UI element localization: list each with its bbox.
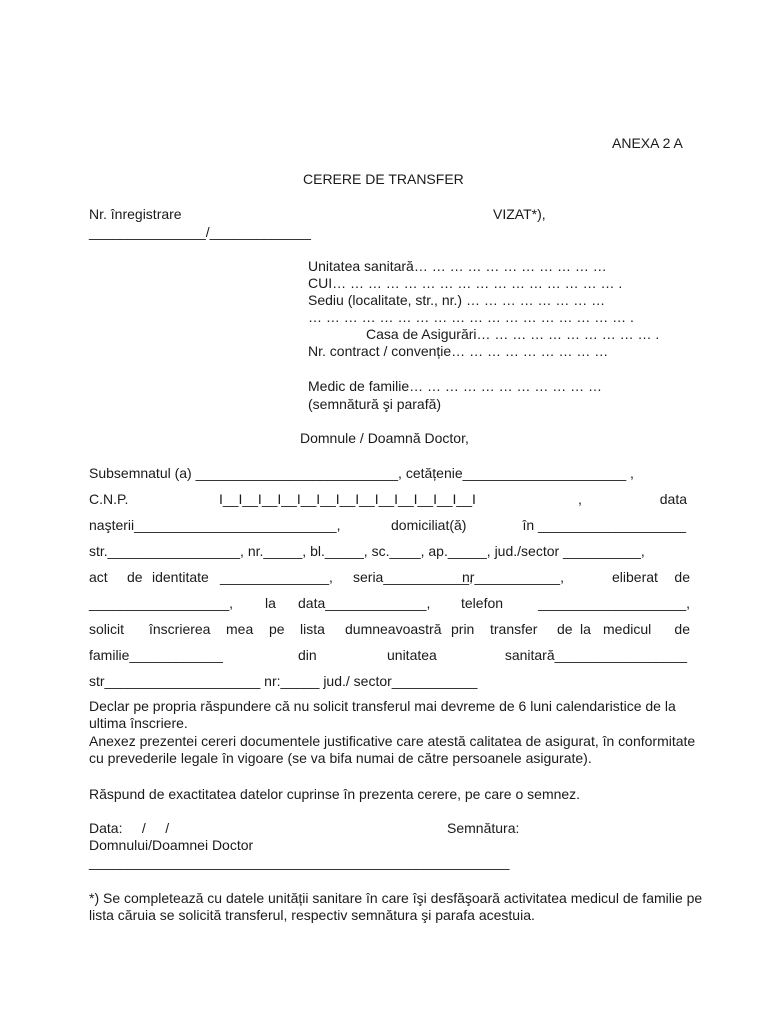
issue-date-blank: data_____________, xyxy=(298,595,431,611)
unit-name-field: Unitatea sanitară… … … … … … … … … … … xyxy=(308,258,607,274)
word: de xyxy=(674,621,690,637)
contract-number-field: Nr. contract / convenție… … … … … … … … … xyxy=(308,343,609,359)
registration-blank: _______________/_____________ xyxy=(89,224,311,240)
declaration-paragraph-1: Declar pe propria răspundere că nu solicit transferul mai devreme de 6 luni calendaristice de la ultima înscriere. xyxy=(89,698,676,731)
doctor-address-label: Domnului/Doamnei Doctor xyxy=(89,837,254,853)
word: înscrierea xyxy=(149,621,211,637)
word: eliberat xyxy=(612,569,658,585)
address-text: str._________________, nr._____, bl._____, sc.____, ap._____, jud./sector __________, xyxy=(89,543,645,559)
family-doctor-field: Medic de familie… … … … … … … … … … … xyxy=(308,378,603,394)
word: mea xyxy=(226,621,254,637)
date-field: Data: / / xyxy=(89,820,170,836)
word: de xyxy=(557,621,573,637)
vizat-label: VIZAT*), xyxy=(493,206,546,222)
form-row-birth xyxy=(89,516,690,534)
word: de xyxy=(127,569,143,585)
word: de xyxy=(674,569,690,585)
headquarters-continuation: … … … … … … … … … … … … … … … … … … . xyxy=(308,309,634,325)
declaration-paragraph-2: Anexez prezentei cereri documentele justificative care atestă calitatea de asigurat, în conformitate cu prevederile legale în vigoare (se va bifa numai de către persoanele asigurate). xyxy=(89,733,696,766)
birth-date-label: data xyxy=(659,491,687,507)
word: la xyxy=(265,595,276,611)
form-row-cnp xyxy=(89,490,690,508)
word: din xyxy=(298,647,317,663)
unit-address-text: str____________________ nr:_____ jud./ sector___________ xyxy=(89,673,478,689)
annex-label: ANEXA 2 A xyxy=(612,135,683,151)
word: la xyxy=(580,621,591,637)
form-row-name xyxy=(89,464,690,482)
word: prin xyxy=(451,621,475,637)
declaration-paragraph-3: Răspund de exactitatea datelor cuprinse în prezenta cerere, pe care o semnez. xyxy=(89,786,581,802)
birth-date-blank: naşterii__________________________, xyxy=(89,517,341,533)
id-series: seria___________, xyxy=(353,569,473,585)
domicile-label: domiciliat(ă) xyxy=(391,517,467,533)
family-doctor-blank: familie____________ xyxy=(89,647,223,663)
word: unitatea xyxy=(387,647,437,663)
id-blank: ______________, xyxy=(220,569,333,585)
word: transfer xyxy=(490,621,538,637)
doctor-signature-line: ______________________________________________________ xyxy=(89,854,510,870)
form-row-id xyxy=(89,568,690,586)
id-number: nr___________, xyxy=(462,569,564,585)
footnote: *) Se completează cu datele unității sanitare în care îşi desfăşoară activitatea medicul de familie pe lista căruia se solicită transferul, respectiv semnătura şi parafa acestuia. xyxy=(89,890,703,923)
registration-label: Nr. înregistrare xyxy=(89,206,182,222)
word: dumneavoastră xyxy=(345,621,442,637)
word: pe xyxy=(269,621,285,637)
signature-label: Semnătura: xyxy=(447,820,520,836)
cui-field: CUI… … … … … … … … … … … … … … … … . xyxy=(308,275,623,291)
page-title: CERERE DE TRANSFER xyxy=(303,171,464,187)
signature-stamp-note: (semnătură şi parafă) xyxy=(308,396,442,412)
cnp-boxes: I__I__I__I__I__I__I__I__I__I__I__I__I__I xyxy=(219,491,476,507)
name-citizenship-text: Subsemnatul (a) __________________________, cetățenie_____________________ , xyxy=(89,465,634,481)
word: identitate xyxy=(152,569,209,585)
sanitary-unit-blank: sanitară_________________ xyxy=(504,647,687,663)
form-row-unit-address xyxy=(89,672,690,690)
word: act xyxy=(89,569,108,585)
salutation: Domnule / Doamnă Doctor, xyxy=(300,430,469,446)
insurance-house-field: Casa de Asigurări… … … … … … … … … … . xyxy=(366,326,660,342)
word: lista xyxy=(300,621,325,637)
form-row-issued xyxy=(89,594,690,612)
cnp-comma: , xyxy=(578,491,582,507)
word: solicit xyxy=(89,621,125,637)
phone-label: telefon xyxy=(461,595,504,611)
form-row-family xyxy=(89,646,690,664)
phone-blank: ___________________, xyxy=(538,595,690,611)
domicile-blank: în ___________________ xyxy=(522,517,686,533)
headquarters-field: Sediu (localitate, str., nr.) … … … … … … … … xyxy=(308,292,606,308)
form-row-request xyxy=(89,620,690,638)
cnp-label: C.N.P. xyxy=(89,491,129,507)
issuer-blank: __________________, xyxy=(89,595,234,611)
word: medicul xyxy=(603,621,652,637)
form-row-street xyxy=(89,542,690,560)
